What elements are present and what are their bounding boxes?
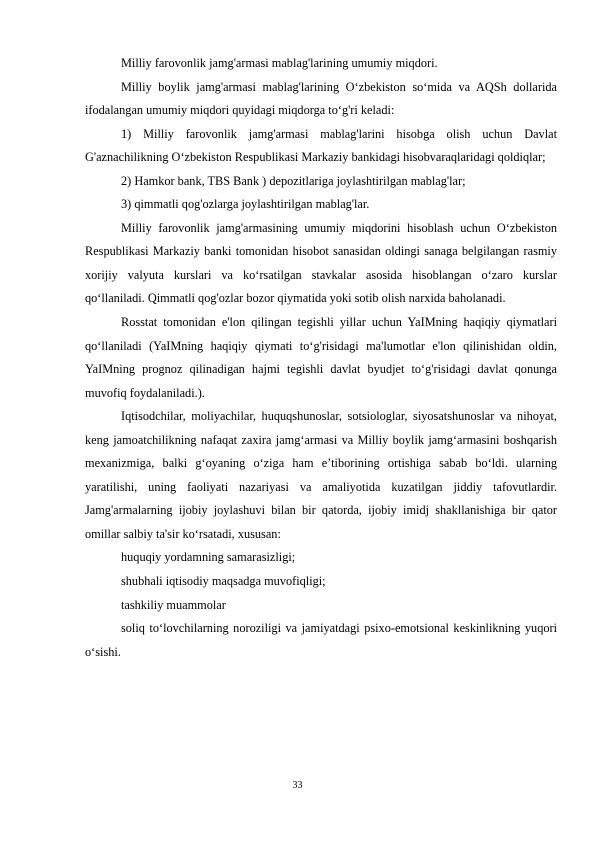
list-item: tashkiliy muammolar: [121, 597, 226, 612]
page-number: 33: [292, 780, 303, 791]
list-item: 3) qimmatli qog'ozlarga joylashtirilgan mablag'lar.: [121, 197, 370, 212]
document-body: [85, 52, 557, 664]
paragraph: Iqtisodchilar, moliyachilar, huquqshunoslar, sotsiologlar, siyosatshunoslar va nihoyat, keng jamoatchilikning nafaqat zaxira jamg‘armasi va Milliy boylik jamg‘armasini boshqarish mexanizmiga, balki g‘oyaning o‘ziga ham e’tiborining ortishiga sabab bo‘ldi. ularning yaratilishi, uning faoliyati nazariyasi va amaliyotida kuzatilgan jiddiy tafovutlardir. Jamg'armalarning ijobiy joylashuvi bilan bir qatorda, ijobiy imidj shakllanishiga bir qator omillar salbiy ta'sir ko‘rsatadi, xususan:: [85, 409, 557, 541]
list-item: shubhali iqtisodiy maqsadga muvofiqligi;: [121, 574, 326, 589]
list-item: soliq to‘lovchilarning noroziligi va jamiyatdagi psixo-emotsional keskinlikning yuqori o‘sishi.: [85, 621, 557, 659]
paragraph: Milliy boylik jamg'armasi mablag'larining O‘zbekiston so‘mida va AQSh dollarida ifodalangan umumiy miqdori quyidagi miqdorga to‘g'ri keladi:: [85, 79, 557, 118]
paragraph: Rosstat tomonidan e'lon qilingan tegishli yillar uchun YaIMning haqiqiy qiymatlari qo‘llaniladi (YaIMning haqiqiy qiymati to‘g'risidagi ma'lumotlar e'lon qilinishidan oldin, YaIMning prognoz qilinadigan hajmi tegishli davlat byudjet to‘g'risidagi davlat qonunga muvofiq foydalaniladi.).: [85, 315, 557, 400]
list-item: 2) Hamkor bank, TBS Bank ) depozitlariga joylashtirilgan mablag'lar;: [121, 173, 466, 188]
list-item: huquqiy yordamning samarasizligi;: [121, 550, 296, 565]
list-item: 1) Milliy farovonlik jamg'armasi mablag'larini hisobga olish uchun Davlat G'aznachilikning O‘zbekiston Respublikasi Markaziy bankidagi hisobvaraqlaridagi qoldiqlar;: [85, 126, 557, 165]
paragraph: Milliy farovonlik jamg'armasining umumiy miqdorini hisoblash uchun O‘zbekiston Respublikasi Markaziy banki tomonidan hisobot sanasidan oldingi sanaga belgilangan rasmiy xorijiy valyuta kurslari va ko‘rsatilgan stavkalar asosida hisoblangan o‘zaro kurslar qo‘llaniladi. Qimmatli qog'ozlar bozor qiymatida yoki sotib olish narxida baholanadi.: [85, 220, 557, 306]
paragraph-heading: Milliy farovonlik jamg'armasi mablag'larining umumiy miqdori.: [121, 56, 438, 70]
